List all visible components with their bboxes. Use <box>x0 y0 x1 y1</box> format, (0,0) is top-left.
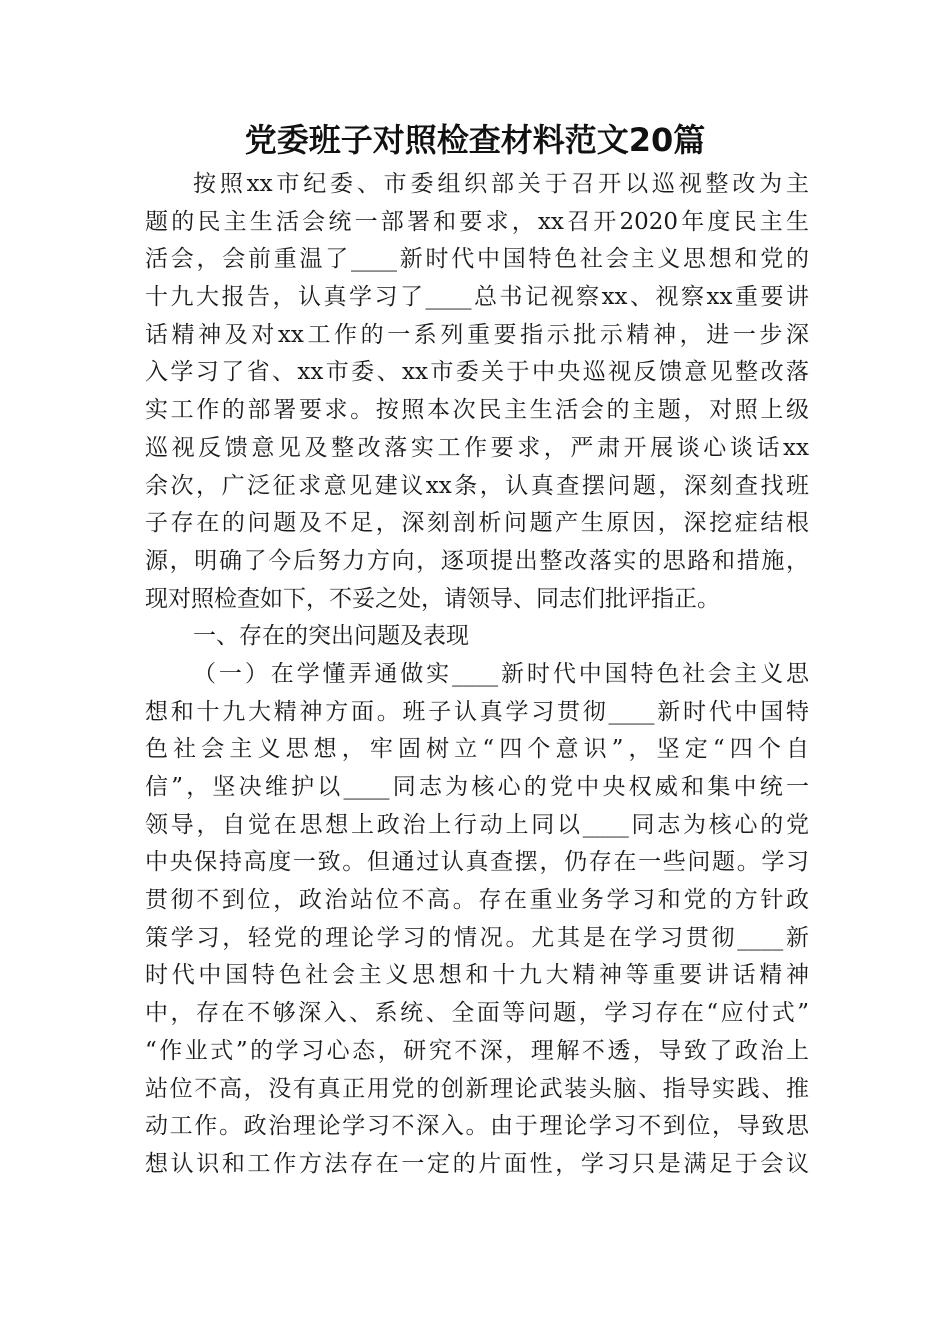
text-line: 话精神及对xx工作的一系列重要指示批示精神，进一步深 <box>145 321 809 348</box>
text-line: 源，明确了今后努力方向，逐项提出整改落实的思路和措施， <box>145 547 809 574</box>
text-line: 想和十九大精神方面。班子认真学习贯彻____新时代中国特 <box>145 698 809 725</box>
text-line: 活会，会前重温了____新时代中国特色社会主义思想和党的 <box>145 246 809 273</box>
text-line: 按照xx市纪委、市委组织部关于召开以巡视整改为主 <box>193 171 809 197</box>
text-line: 想认识和工作方法存在一定的片面性，学习只是满足于会议 <box>145 1150 809 1177</box>
text-line: 策学习，轻党的理论学习的情况。尤其是在学习贯彻____新 <box>145 924 809 951</box>
text-line: 现对照检查如下，不妥之处，请领导、同志们批评指正。 <box>145 585 720 612</box>
text-line: 余次，广泛征求意见建议xx条，认真查摆问题，深刻查找班 <box>145 472 809 499</box>
text-line: 题的民主生活会统一部署和要求，xx召开2020年度民主生 <box>145 208 809 235</box>
text-line: 时代中国特色社会主义思想和十九大精神等重要讲话精神 <box>145 962 809 989</box>
text-line: 入学习了省、xx市委、xx市委关于中央巡视反馈意见整改落 <box>145 359 809 386</box>
document-title: 党委班子对照检查材料范文20篇 <box>244 121 706 159</box>
text-line: 色社会主义思想，牢固树立“四个意识”，坚定“四个自 <box>145 736 809 763</box>
text-line: 信”，坚决维护以____同志为核心的党中央权威和集中统一 <box>145 774 809 800</box>
text-line: 实工作的部署要求。按照本次民主生活会的主题，对照上级 <box>145 397 809 424</box>
text-line: “作业式”的学习心态，研究不深，理解不透，导致了政治上 <box>145 1037 809 1064</box>
text-line: 巡视反馈意见及整改落实工作要求，严肃开展谈心谈话xx <box>145 434 809 461</box>
document-body <box>145 166 809 1184</box>
text-line: 十九大报告，认真学习了____总书记视察xx、视察xx重要讲 <box>145 284 809 311</box>
text-line: 领导，自觉在思想上政治上行动上同以____同志为核心的党 <box>145 811 809 838</box>
text-line: 中央保持高度一致。但通过认真查摆，仍存在一些问题。学习 <box>145 849 809 876</box>
text-line: 一、存在的突出问题及表现 <box>193 623 469 650</box>
text-line: （一）在学懂弄通做实____新时代中国特色社会主义思 <box>193 660 809 687</box>
text-line: 子存在的问题及不足，深刻剖析问题产生原因，深挖症结根 <box>145 510 809 537</box>
text-line: 贯彻不到位，政治站位不高。存在重业务学习和党的方针政 <box>145 887 809 914</box>
text-line: 中，存在不够深入、系统、全面等问题，学习存在“应付式” <box>145 1000 809 1027</box>
text-line: 站位不高，没有真正用党的创新理论武装头脑、指导实践、推 <box>145 1075 809 1102</box>
text-line: 动工作。政治理论学习不深入。由于理论学习不到位，导致思 <box>145 1113 809 1140</box>
